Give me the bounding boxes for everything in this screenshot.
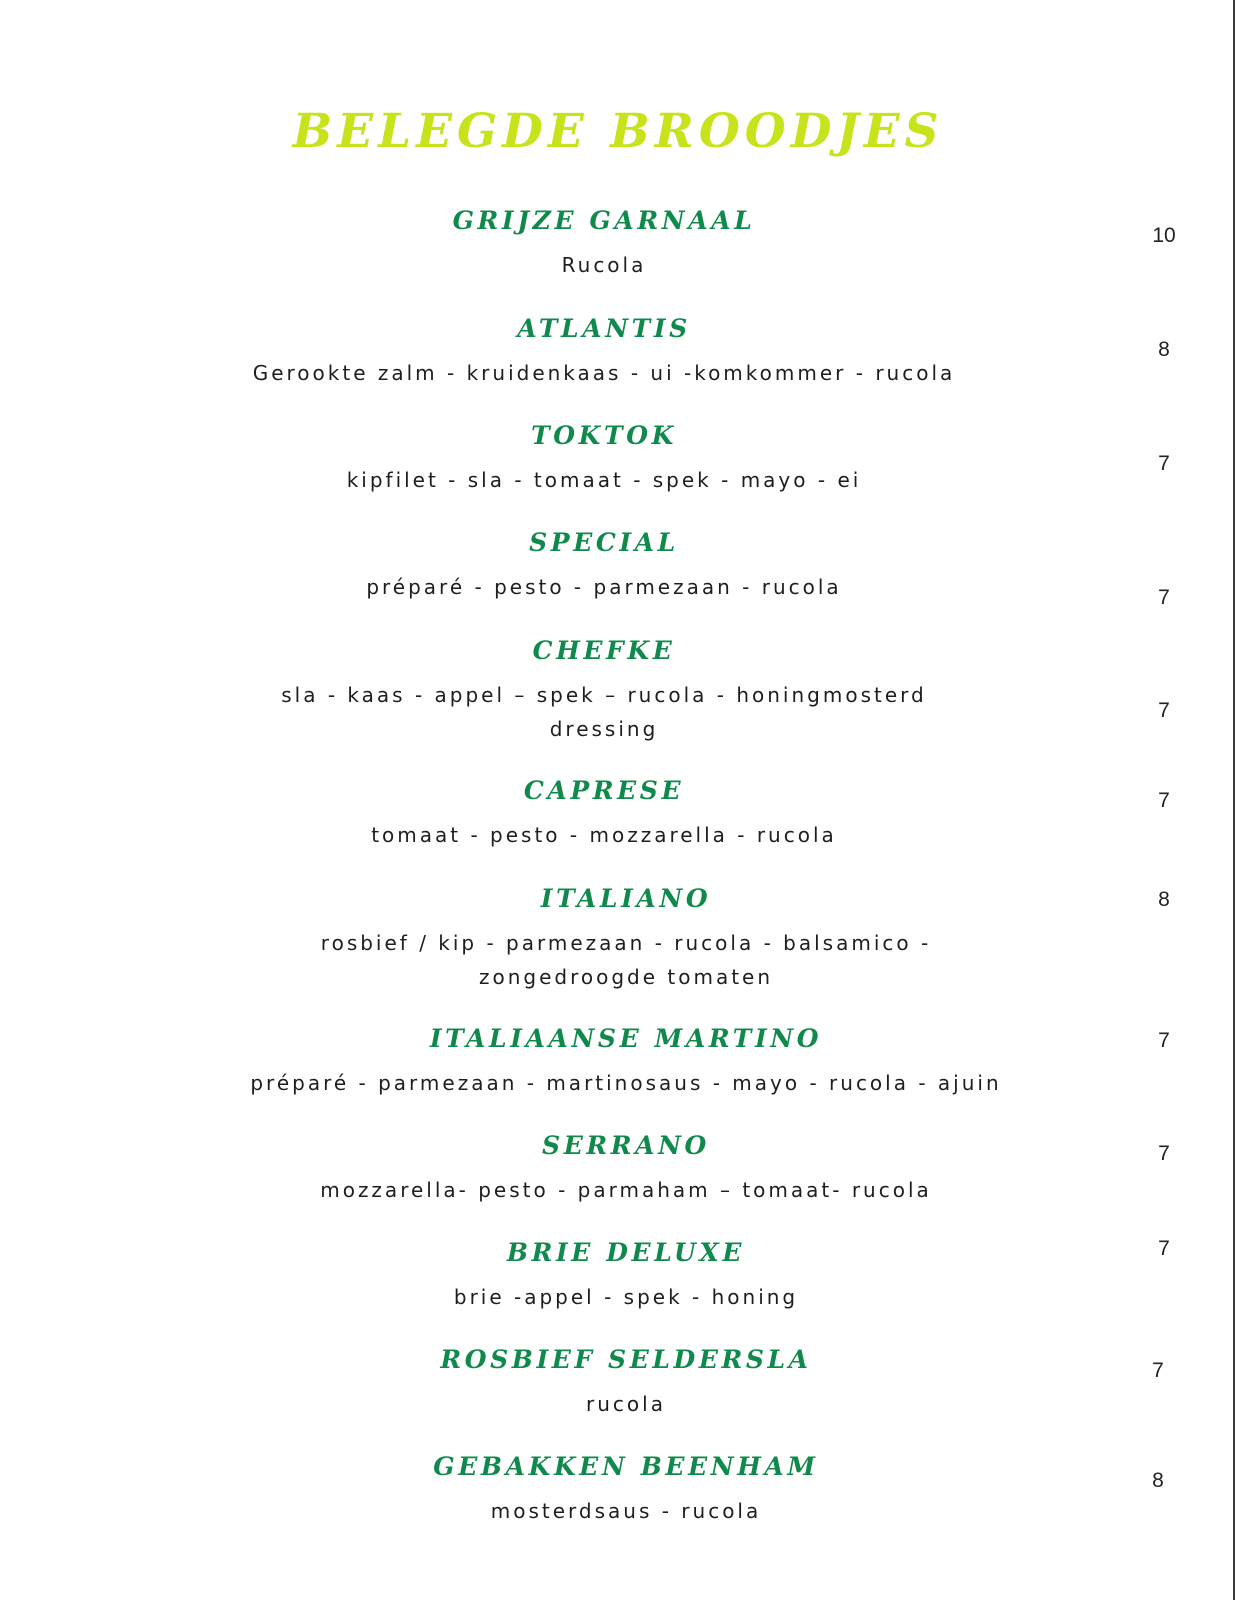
item-name: ITALIANO [540,884,712,913]
item-price: 7 [1158,789,1170,812]
item-price: 7 [1158,1237,1170,1260]
item-price: 7 [1158,452,1170,475]
item-description: sla - kaas - appel – spek – rucola - honingmosterd dressing [281,683,927,741]
item-name: SPECIAL [529,528,679,557]
item-name: SERRANO [542,1131,710,1160]
item-name: TOKTOK [531,421,677,450]
item-price: 7 [1158,586,1170,609]
item-name: BRIE DELUXE [506,1238,746,1267]
item-price: 7 [1158,699,1170,722]
item-description: Rucola [561,253,647,277]
item-price: 8 [1152,1469,1164,1492]
item-name: GRIJZE GARNAAL [452,206,756,235]
item-name: GEBAKKEN BEENHAM [433,1452,819,1481]
item-description: kipfilet - sla - tomaat - spek - mayo - ei [346,468,862,492]
item-price: 8 [1158,888,1170,911]
item-price: 7 [1158,1029,1170,1052]
item-description: préparé - pesto - parmezaan - rucola [366,575,842,599]
item-description: rosbief / kip - parmezaan - rucola - balsamico - zongedroogde tomaten [320,931,932,989]
item-name: CAPRESE [523,776,685,805]
item-name: ROSBIEF SELDERSLA [440,1345,812,1374]
item-description: Gerookte zalm - kruidenkaas - ui -komkommer - rucola [252,361,956,385]
item-price: 7 [1152,1359,1164,1382]
item-name: CHEFKE [532,636,676,665]
item-description: tomaat - pesto - mozzarella - rucola [371,823,837,847]
item-name: ATLANTIS [517,314,691,343]
item-description: mozzarella- pesto - parmaham – tomaat- rucola [320,1178,932,1202]
item-price: 8 [1158,338,1170,361]
item-price: 10 [1152,224,1176,247]
item-name: ITALIAANSE MARTINO [429,1024,823,1053]
item-description: brie -appel - spek - honing [453,1285,799,1309]
item-description: rucola [586,1392,666,1416]
menu-title: BELEGDE BROODJES [292,104,944,159]
item-price: 7 [1158,1142,1170,1165]
item-description: mosterdsaus - rucola [490,1499,762,1523]
item-description: préparé - parmezaan - martinosaus - mayo - rucola - ajuin [250,1071,1002,1095]
